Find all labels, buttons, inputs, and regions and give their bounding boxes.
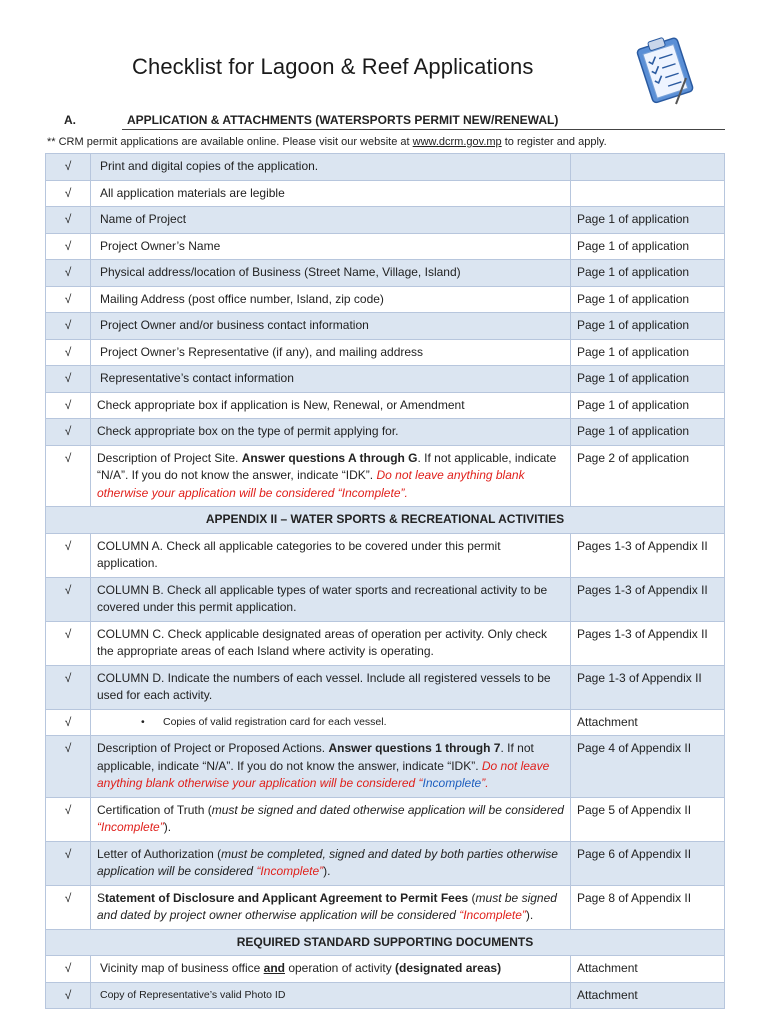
check-mark: √ bbox=[46, 577, 91, 621]
table-row bbox=[46, 366, 725, 393]
check-mark: √ bbox=[46, 286, 91, 313]
check-mark: √ bbox=[46, 154, 91, 181]
item-reference: Page 1 of application bbox=[571, 419, 725, 446]
table-row bbox=[46, 956, 725, 983]
section-letter: A. bbox=[64, 113, 76, 127]
table-row bbox=[46, 797, 725, 841]
item-description: All application materials are legible bbox=[91, 180, 571, 207]
item-description: Description of Project or Proposed Actions. Answer questions 1 through 7. If not applicable, indicate “N/A”. If you do not know the answer, indicate “IDK”. Do not leave anything blank otherwise your application will be considered “Incomplete”. bbox=[91, 736, 571, 798]
check-mark: √ bbox=[46, 233, 91, 260]
check-mark: √ bbox=[46, 982, 91, 1009]
check-mark: √ bbox=[46, 445, 91, 507]
table-row bbox=[46, 419, 725, 446]
table-row bbox=[46, 313, 725, 340]
item-reference: Page 1 of application bbox=[571, 392, 725, 419]
clipboard-checklist-icon bbox=[630, 30, 702, 108]
table-row bbox=[46, 260, 725, 287]
checklist-table bbox=[45, 153, 725, 1009]
check-mark: √ bbox=[46, 366, 91, 393]
section-header-row bbox=[46, 929, 725, 956]
table-row bbox=[46, 533, 725, 577]
item-reference bbox=[571, 180, 725, 207]
item-description: Project Owner’s Representative (if any), and mailing address bbox=[91, 339, 571, 366]
table-row bbox=[46, 207, 725, 234]
section-title: APPLICATION & ATTACHMENTS (WATERSPORTS PERMIT NEW/RENEWAL) bbox=[127, 113, 559, 127]
item-description: Copy of Representative’s valid Photo ID bbox=[91, 982, 571, 1009]
item-description: • Copies of valid registration card for each vessel. bbox=[91, 709, 571, 736]
check-mark: √ bbox=[46, 207, 91, 234]
item-reference: Page 5 of Appendix II bbox=[571, 797, 725, 841]
section-header-row bbox=[46, 507, 725, 534]
check-mark: √ bbox=[46, 956, 91, 983]
item-description: Mailing Address (post office number, Island, zip code) bbox=[91, 286, 571, 313]
item-reference: Page 1 of application bbox=[571, 233, 725, 260]
table-row bbox=[46, 154, 725, 181]
item-reference: Pages 1-3 of Appendix II bbox=[571, 577, 725, 621]
check-mark: √ bbox=[46, 885, 91, 929]
item-reference: Attachment bbox=[571, 709, 725, 736]
table-row bbox=[46, 577, 725, 621]
check-mark: √ bbox=[46, 180, 91, 207]
check-mark: √ bbox=[46, 339, 91, 366]
item-reference: Page 1-3 of Appendix II bbox=[571, 665, 725, 709]
item-reference: Attachment bbox=[571, 956, 725, 983]
check-mark: √ bbox=[46, 841, 91, 885]
item-reference: Page 1 of application bbox=[571, 207, 725, 234]
item-description: Physical address/location of Business (Street Name, Village, Island) bbox=[91, 260, 571, 287]
table-row bbox=[46, 392, 725, 419]
table-row bbox=[46, 621, 725, 665]
check-mark: √ bbox=[46, 533, 91, 577]
dcrm-website-link[interactable]: www.dcrm.gov.mp bbox=[412, 136, 502, 148]
appendix-header: APPENDIX II – WATER SPORTS & RECREATIONAL ACTIVITIES bbox=[46, 507, 725, 534]
check-mark: √ bbox=[46, 392, 91, 419]
item-description: Name of Project bbox=[91, 207, 571, 234]
item-reference: Page 4 of Appendix II bbox=[571, 736, 725, 798]
item-description: COLUMN D. Indicate the numbers of each vessel. Include all registered vessels to be used for each activity. bbox=[91, 665, 571, 709]
item-description: Letter of Authorization (must be completed, signed and dated by both parties otherwise application will be considered “Incomplete”). bbox=[91, 841, 571, 885]
check-mark: √ bbox=[46, 313, 91, 340]
check-mark: √ bbox=[46, 736, 91, 798]
item-description: Print and digital copies of the application. bbox=[91, 154, 571, 181]
item-description: COLUMN C. Check applicable designated areas of operation per activity. Only check the appropriate areas of each Island where activity is operating. bbox=[91, 621, 571, 665]
table-row bbox=[46, 841, 725, 885]
table-row bbox=[46, 665, 725, 709]
table-row bbox=[46, 445, 725, 507]
item-description: Vicinity map of business office and operation of activity (designated areas) bbox=[91, 956, 571, 983]
section-divider bbox=[122, 129, 725, 130]
item-description: Project Owner’s Name bbox=[91, 233, 571, 260]
item-reference: Page 1 of application bbox=[571, 286, 725, 313]
table-row bbox=[46, 736, 725, 798]
item-description: Project Owner and/or business contact information bbox=[91, 313, 571, 340]
item-reference: Attachment bbox=[571, 982, 725, 1009]
check-mark: √ bbox=[46, 419, 91, 446]
item-reference: Page 8 of Appendix II bbox=[571, 885, 725, 929]
item-reference bbox=[571, 154, 725, 181]
table-row bbox=[46, 709, 725, 736]
item-reference: Page 1 of application bbox=[571, 260, 725, 287]
item-reference: Page 6 of Appendix II bbox=[571, 841, 725, 885]
item-reference: Page 1 of application bbox=[571, 366, 725, 393]
item-description: Representative’s contact information bbox=[91, 366, 571, 393]
table-row bbox=[46, 286, 725, 313]
item-reference: Page 1 of application bbox=[571, 339, 725, 366]
table-row bbox=[46, 885, 725, 929]
check-mark: √ bbox=[46, 797, 91, 841]
table-row bbox=[46, 180, 725, 207]
intro-note: ** CRM permit applications are available online. Please visit our website at www.dcrm.gov.mp to register and apply. bbox=[47, 136, 607, 148]
item-description: Certification of Truth (must be signed and dated otherwise application will be considered “Incomplete”). bbox=[91, 797, 571, 841]
table-row bbox=[46, 339, 725, 366]
item-description: Check appropriate box if application is New, Renewal, or Amendment bbox=[91, 392, 571, 419]
bullet-icon: • bbox=[141, 715, 145, 728]
item-reference: Pages 1-3 of Appendix II bbox=[571, 621, 725, 665]
table-row bbox=[46, 233, 725, 260]
item-reference: Page 1 of application bbox=[571, 313, 725, 340]
check-mark: √ bbox=[46, 709, 91, 736]
check-mark: √ bbox=[46, 621, 91, 665]
check-mark: √ bbox=[46, 260, 91, 287]
check-mark: √ bbox=[46, 665, 91, 709]
supporting-docs-header: REQUIRED STANDARD SUPPORTING DOCUMENTS bbox=[46, 929, 725, 956]
item-description: Check appropriate box on the type of permit applying for. bbox=[91, 419, 571, 446]
item-description: Description of Project Site. Answer questions A through G. If not applicable, indicate “N/A”. If you do not know the answer, indicate “IDK”. Do not leave anything blank otherwise your application will be considered “Incomplete”. bbox=[91, 445, 571, 507]
item-reference: Pages 1-3 of Appendix II bbox=[571, 533, 725, 577]
item-description: COLUMN A. Check all applicable categories to be covered under this permit application. bbox=[91, 533, 571, 577]
item-description: Statement of Disclosure and Applicant Agreement to Permit Fees (must be signed and dated by project owner otherwise application will be considered “Incomplete”). bbox=[91, 885, 571, 929]
table-row bbox=[46, 982, 725, 1009]
item-description: COLUMN B. Check all applicable types of water sports and recreational activity to be covered under this permit application. bbox=[91, 577, 571, 621]
item-reference: Page 2 of application bbox=[571, 445, 725, 507]
page-title: Checklist for Lagoon & Reef Applications bbox=[132, 54, 534, 79]
